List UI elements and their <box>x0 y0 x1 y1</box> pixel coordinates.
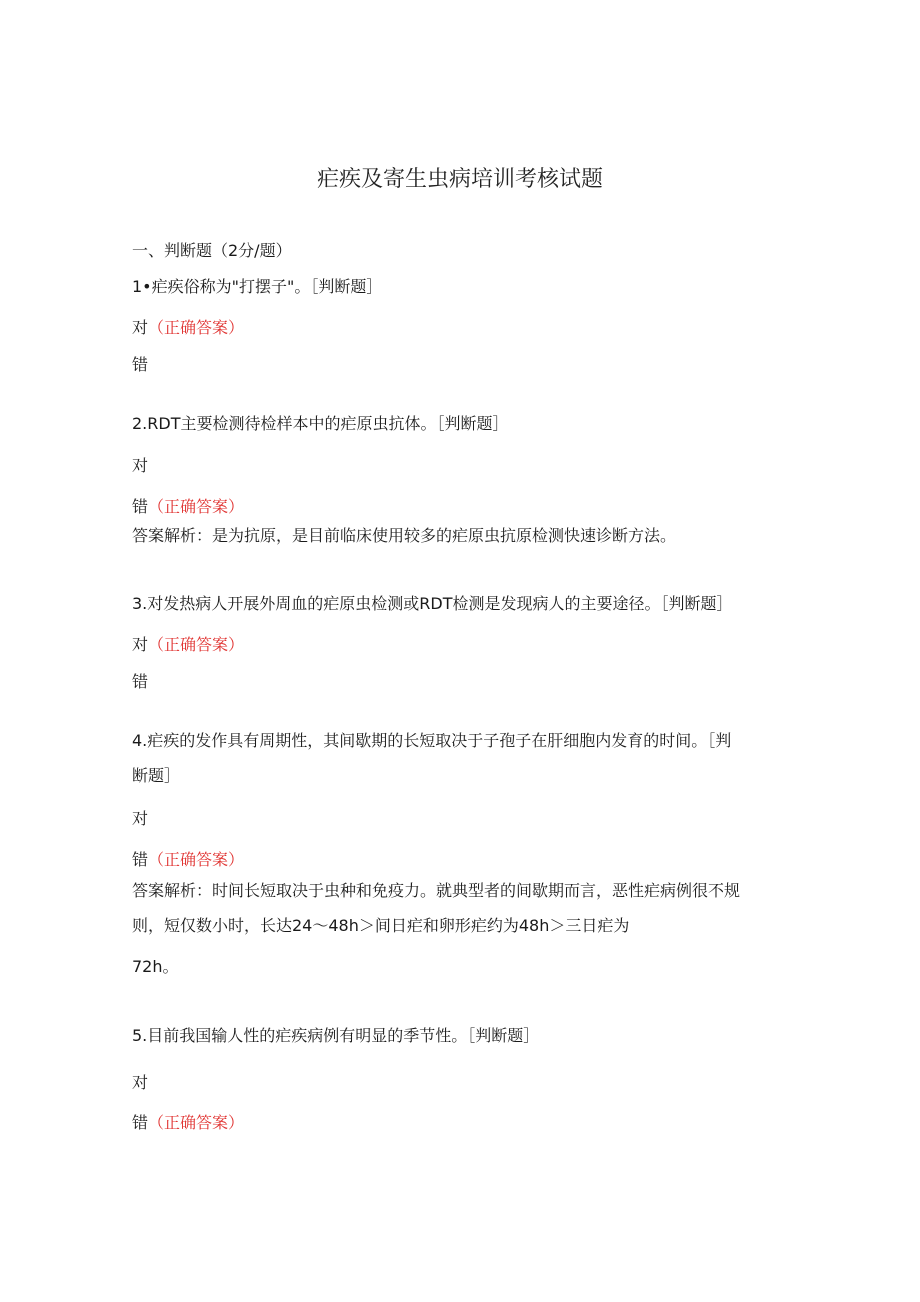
question-4-analysis-line3: 72h。 <box>132 957 179 976</box>
correct-answer-mark: （正确答案） <box>148 1113 245 1132</box>
analysis-label: 答案解析： <box>132 881 213 900</box>
question-4-analysis-line1 <box>132 881 740 901</box>
question-4-option-false[interactable] <box>132 850 244 870</box>
option-false-label: 错 <box>132 497 149 516</box>
analysis-text: 是为抗原，是目前临床使用较多的疟原虫抗原检测快速诊断方法。 <box>212 526 677 545</box>
question-4-analysis-line2: 则，短仅数小时，长达24～48h＞间日疟和卵形疟约为48h＞三日疟为 <box>132 916 630 935</box>
correct-answer-mark: （正确答案） <box>148 850 245 869</box>
question-2-text: 2.RDT主要检测待检样本中的疟原虫抗体。［判断题］ <box>132 414 509 433</box>
correct-answer-mark: （正确答案） <box>148 318 245 337</box>
question-4-option-true[interactable]: 对 <box>132 809 149 828</box>
question-1-text: 1•疟疾俗称为"打摆子"。［判断题］ <box>132 277 383 296</box>
analysis-label: 答案解析： <box>132 526 213 545</box>
option-false-label: 错 <box>132 1113 149 1132</box>
option-false-label: 错 <box>132 850 149 869</box>
option-true-label: 对 <box>132 318 149 337</box>
section-heading: 一、判断题（2分/题） <box>132 241 292 260</box>
question-1-option-true[interactable] <box>132 318 244 338</box>
question-2-option-false[interactable] <box>132 497 244 517</box>
question-5-option-true[interactable]: 对 <box>132 1073 149 1092</box>
analysis-text: 时间长短取决于虫种和免疫力。就典型者的间歇期而言，恶性疟病例很不规 <box>212 881 741 900</box>
question-3-option-false[interactable]: 错 <box>132 672 149 691</box>
question-2-option-true[interactable]: 对 <box>132 456 149 475</box>
question-3-text: 3.对发热病人开展外周血的疟原虫检测或RDT检测是发现病人的主要途径。［判断题］ <box>132 594 733 613</box>
question-1-option-false[interactable]: 错 <box>132 355 149 374</box>
question-2-analysis <box>132 526 676 546</box>
question-4-text-line1: 4.疟疾的发作具有周期性，其间歇期的长短取决于子孢子在肝细胞内发育的时间。［判 <box>132 731 732 750</box>
question-3-option-true[interactable] <box>132 635 244 655</box>
question-5-option-false[interactable] <box>132 1113 244 1133</box>
correct-answer-mark: （正确答案） <box>148 497 245 516</box>
option-true-label: 对 <box>132 635 149 654</box>
correct-answer-mark: （正确答案） <box>148 635 245 654</box>
question-5-text: 5.目前我国输人性的疟疾病例有明显的季节性。［判断题］ <box>132 1026 540 1045</box>
question-4-text-line2: 断题］ <box>132 766 181 785</box>
page-title: 疟疾及寄生虫病培训考核试题 <box>316 167 603 192</box>
